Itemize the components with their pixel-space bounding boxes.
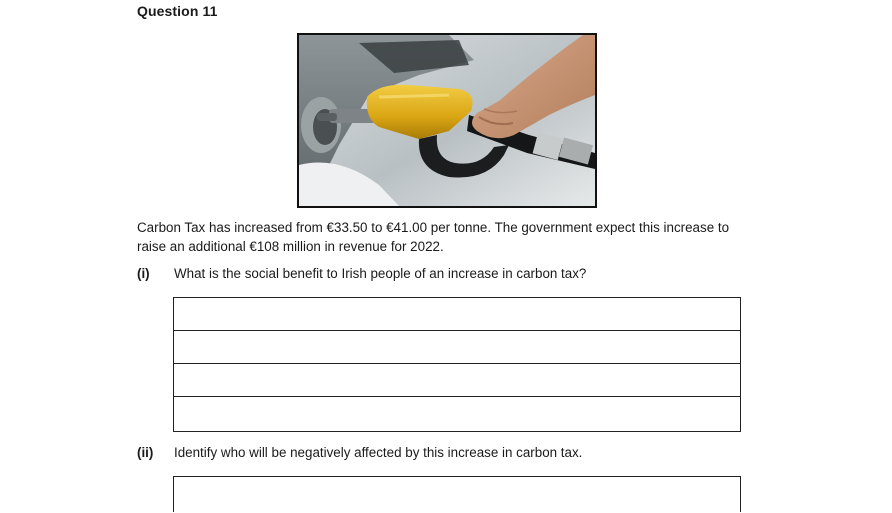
answer-box-i[interactable] bbox=[173, 297, 741, 432]
answer-line[interactable] bbox=[174, 397, 740, 430]
answer-line[interactable] bbox=[174, 298, 740, 331]
fuel-pump-photo bbox=[297, 33, 597, 208]
answer-line[interactable] bbox=[174, 477, 740, 513]
part-prompt: What is the social benefit to Irish people of an increase in carbon tax? bbox=[174, 266, 587, 281]
answer-box-ii[interactable] bbox=[173, 476, 741, 512]
question-intro: Carbon Tax has increased from €33.50 to €41.00 per tonne. The government expect this increase to raise an additional €108 million in revenue for 2022. bbox=[137, 220, 730, 254]
fuel-pump-nozzle-icon bbox=[299, 35, 595, 206]
part-label: (i) bbox=[137, 266, 150, 281]
answer-line[interactable] bbox=[174, 364, 740, 397]
part-label: (ii) bbox=[137, 445, 154, 460]
answer-line[interactable] bbox=[174, 331, 740, 364]
part-prompt: Identify who will be negatively affected by this increase in carbon tax. bbox=[174, 445, 583, 460]
question-title: Question 11 bbox=[137, 3, 218, 19]
